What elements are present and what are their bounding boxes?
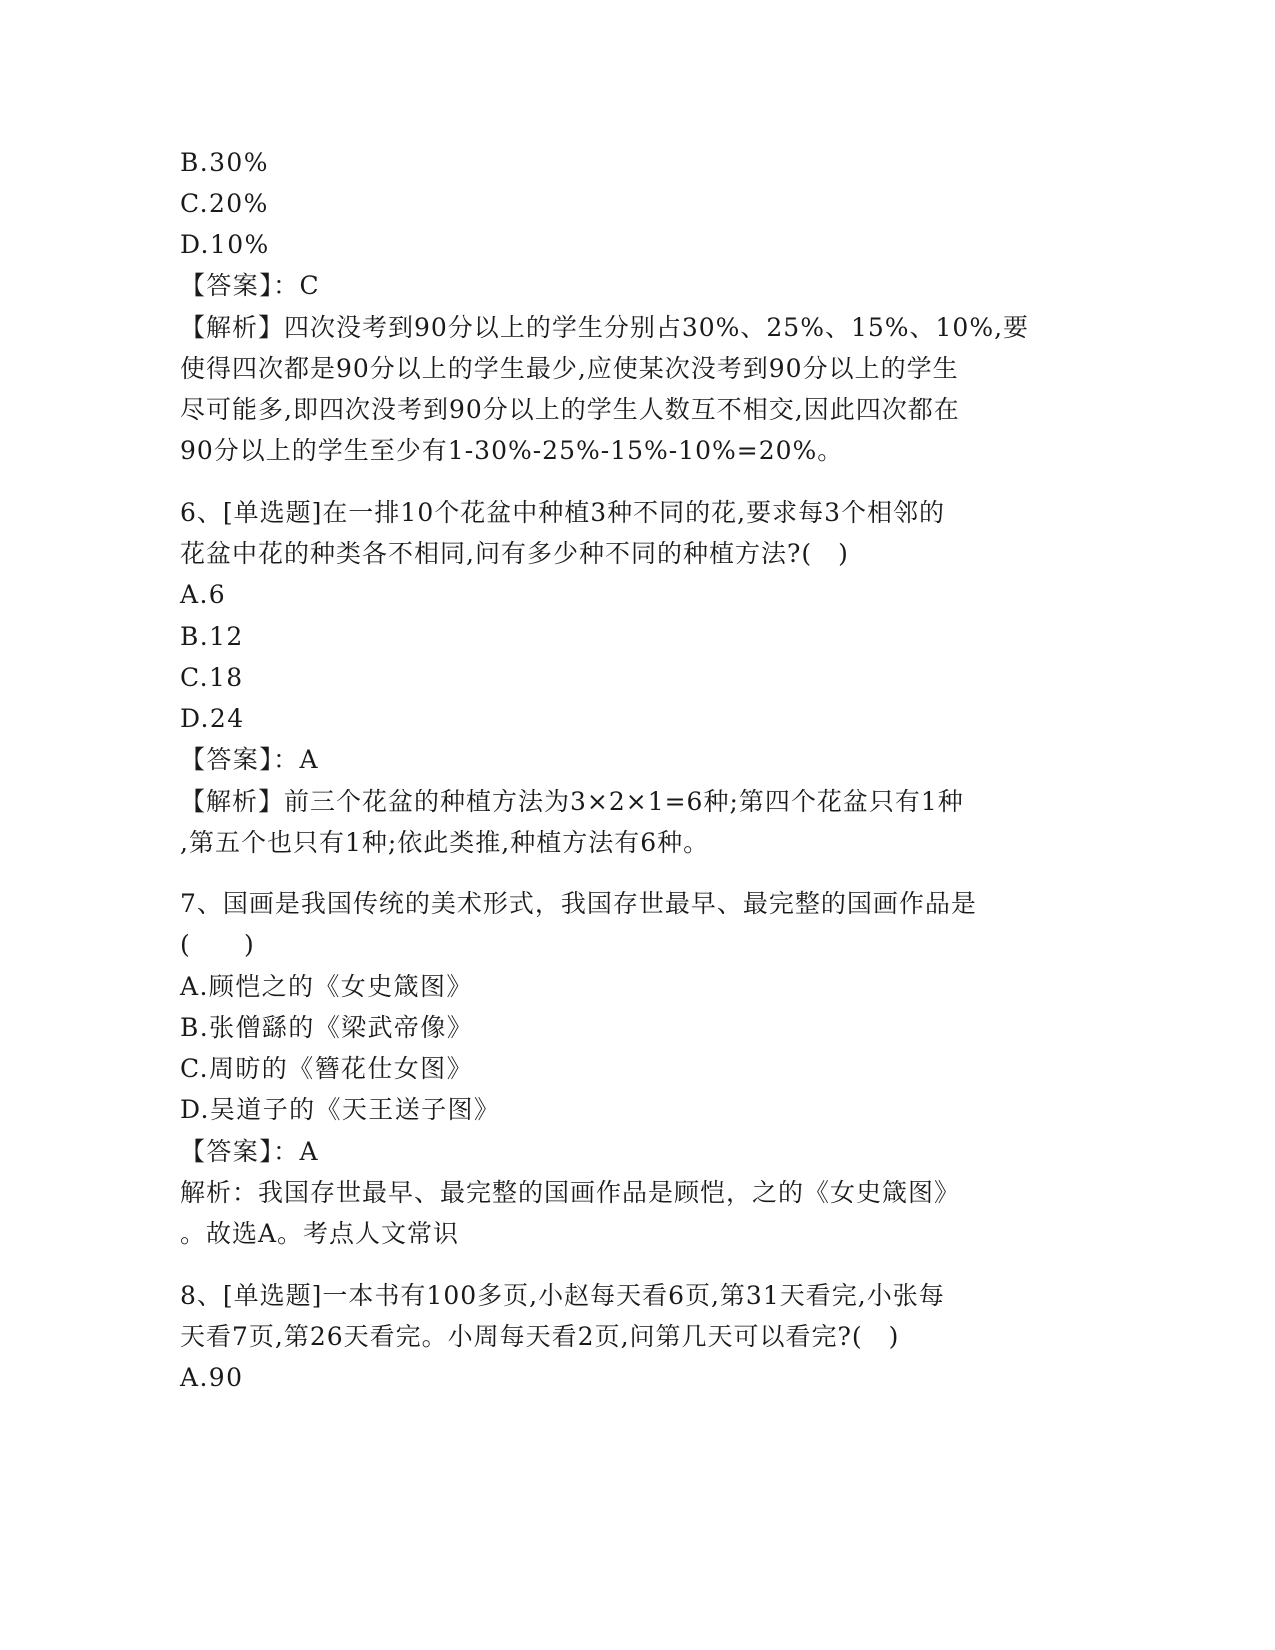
q6-analysis-line-1: 【解析】前三个花盆的种植方法为3×2×1=6种;第四个花盆只有1种 [180, 787, 964, 816]
q5-answer: 【答案】：C [180, 271, 321, 300]
q7-option-d: D.吴道子的《天王送子图》 [180, 1095, 501, 1124]
q7-stem-line-2: ( ) [180, 930, 256, 959]
q5-analysis-line-4: 90分以上的学生至少有1-30%-25%-15%-10%=20%。 [180, 436, 844, 465]
q6-stem-line-1: 6、[单选题]在一排10个花盆中种植3种不同的花,要求每3个相邻的 [180, 498, 945, 527]
q6-answer: 【答案】：A [180, 745, 319, 774]
q7-answer: 【答案】：A [180, 1137, 319, 1166]
q6-option-c: C.18 [180, 663, 244, 692]
q7-analysis-line-1: 解析：我国存世最早、最完整的国画作品是顾恺，之的《女史箴图》 [180, 1178, 961, 1207]
q7-option-c: C.周昉的《簪花仕女图》 [180, 1054, 473, 1083]
q7-stem-line-1: 7、国画是我国传统的美术形式，我国存世最早、最完整的国画作品是 [180, 889, 977, 918]
q6-option-a: A.6 [180, 580, 227, 609]
q5-option-b: B.30% [180, 148, 269, 177]
q5-option-d: D.10% [180, 230, 270, 259]
q7-analysis-line-2: 。故选A。考点人文常识 [180, 1219, 460, 1248]
q8-option-a: A.90 [180, 1363, 244, 1392]
q8-stem-line-1: 8、[单选题]一本书有100多页,小赵每天看6页,第31天看完,小张每 [180, 1281, 945, 1310]
q8-stem-line-2: 天看7页,第26天看完。小周每天看2页,问第几天可以看完?( ) [180, 1322, 900, 1351]
q5-analysis-line-3: 尽可能多,即四次没考到90分以上的学生人数互不相交,因此四次都在 [180, 395, 960, 424]
q6-analysis-line-2: ,第五个也只有1种;依此类推,种植方法有6种。 [180, 828, 710, 857]
q6-stem-line-2: 花盆中花的种类各不相同,问有多少种不同的种植方法?( ) [180, 539, 849, 568]
q5-analysis-line-2: 使得四次都是90分以上的学生最少,应使某次没考到90分以上的学生 [180, 354, 959, 383]
q5-option-c: C.20% [180, 189, 269, 218]
q7-option-a: A.顾恺之的《女史箴图》 [180, 972, 473, 1001]
q6-option-d: D.24 [180, 704, 245, 733]
q6-option-b: B.12 [180, 622, 244, 651]
q7-option-b: B.张僧繇的《梁武帝像》 [180, 1013, 474, 1042]
q5-analysis-line-1: 【解析】四次没考到90分以上的学生分别占30%、25%、15%、10%,要 [180, 313, 1030, 342]
